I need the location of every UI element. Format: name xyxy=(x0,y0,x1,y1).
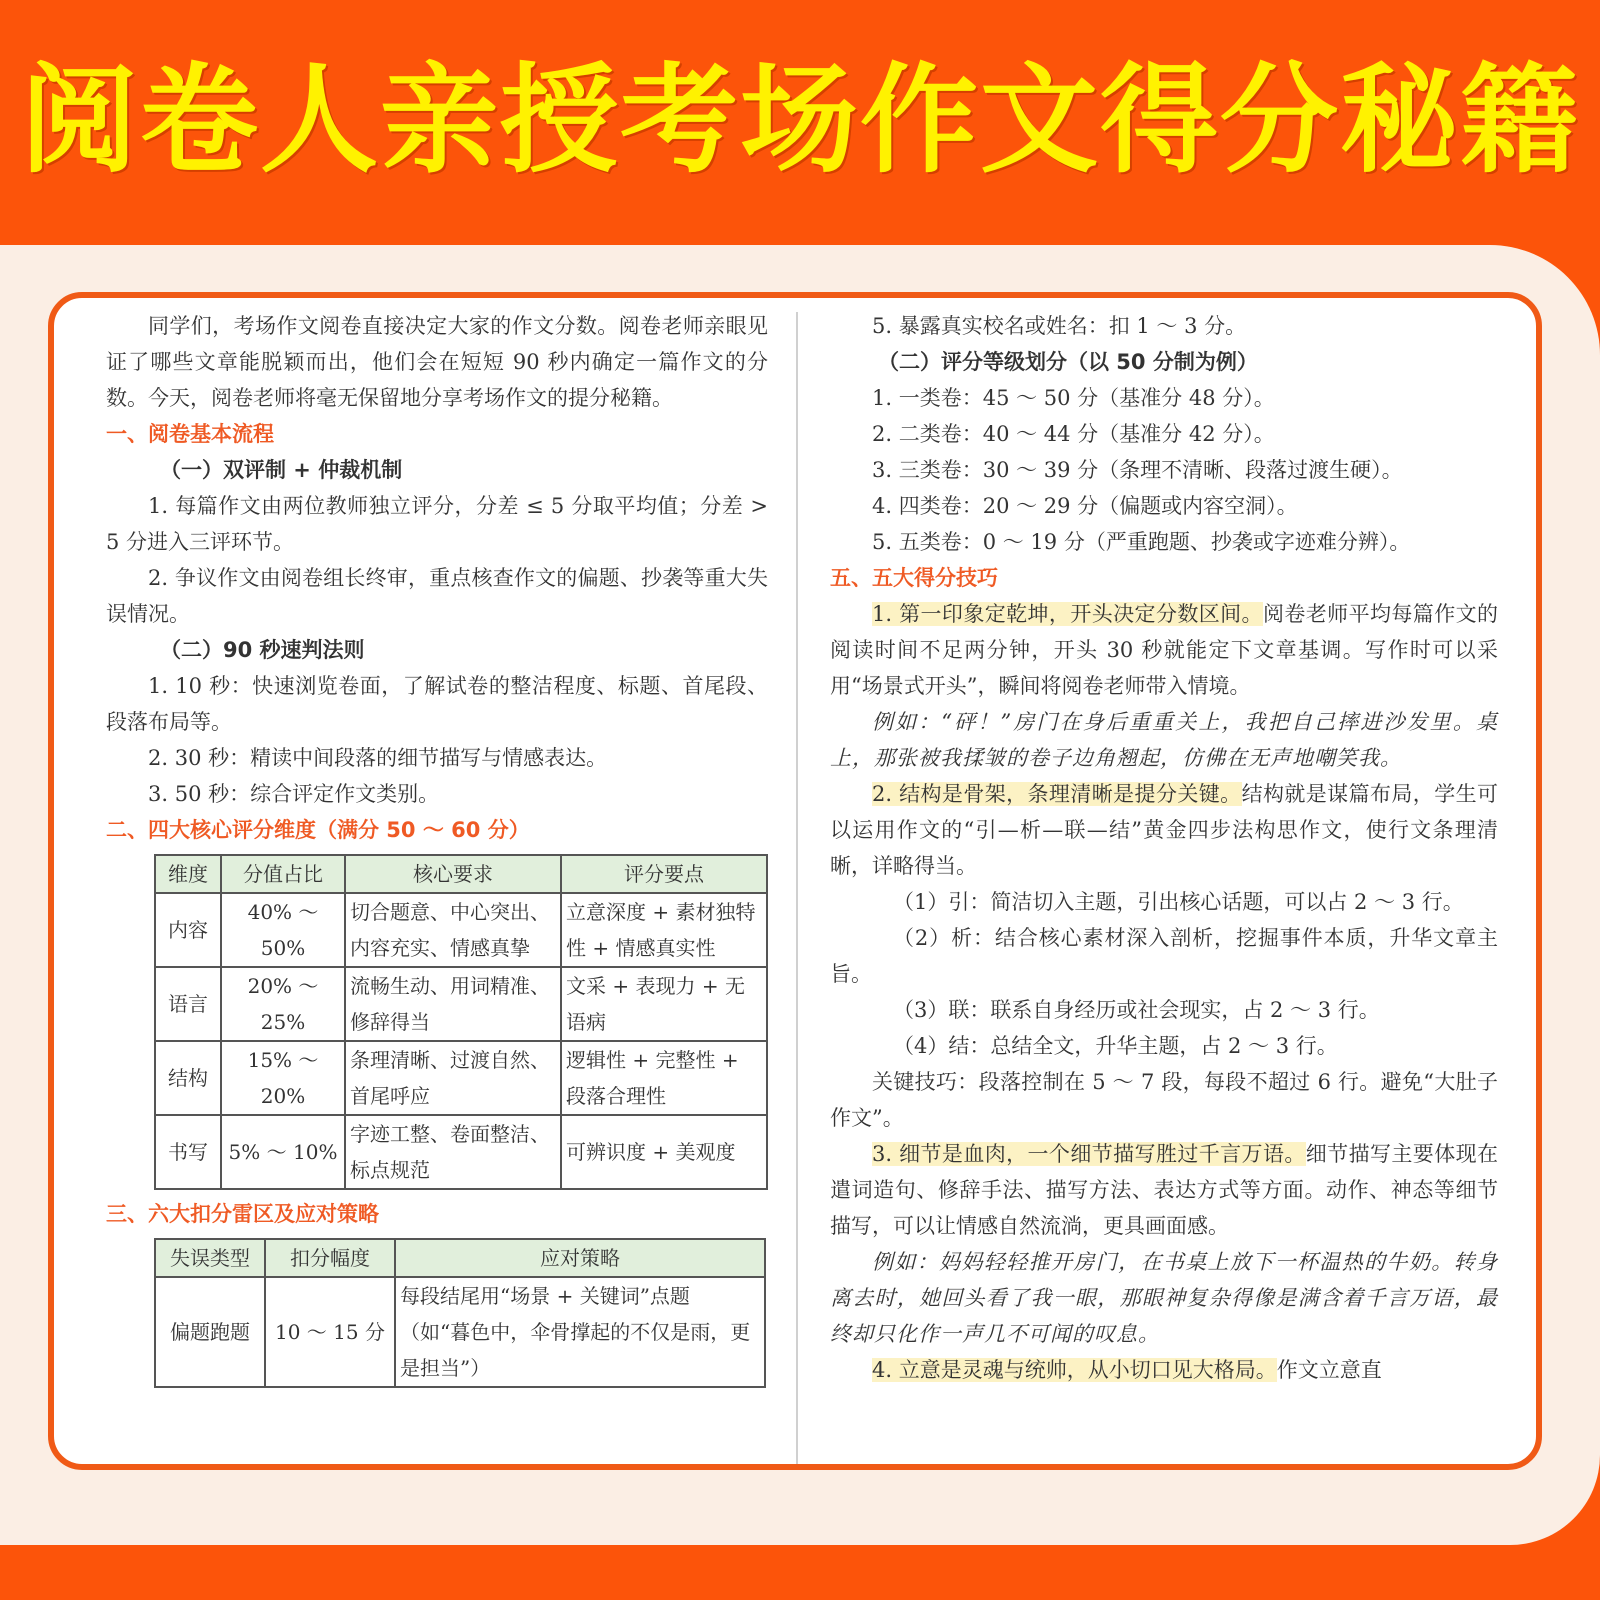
table-row xyxy=(155,1277,765,1387)
paragraph: 3. 50 秒：综合评定作文类别。 xyxy=(148,782,440,806)
grade-item: 5. 五类卷：0 ～ 19 分（严重跑题、抄袭或字迹难分辨）。 xyxy=(872,530,1411,554)
tip-highlight: 2. 结构是骨架，条理清晰是提分关键。 xyxy=(872,782,1242,806)
table-cell: 语言 xyxy=(155,967,221,1041)
table-row xyxy=(155,1115,767,1189)
table-cell: 每段结尾用“场景 + 关键词”点题（如“暮色中，伞骨撑起的不仅是雨，更是担当”） xyxy=(395,1277,765,1387)
title-banner xyxy=(0,0,1600,250)
tip-paragraph xyxy=(830,1136,1498,1244)
table-cell: 逻辑性 + 完整性 + 段落合理性 xyxy=(561,1041,767,1115)
table-cell: 偏题跑题 xyxy=(155,1277,265,1387)
tip-highlight: 4. 立意是灵魂与统帅，从小切口见大格局。 xyxy=(872,1358,1277,1382)
table-cell: 20% ～ 25% xyxy=(221,967,345,1041)
grade-item: 4. 四类卷：20 ～ 29 分（偏题或内容空洞）。 xyxy=(872,494,1298,518)
table-header: 分值占比 xyxy=(221,855,345,893)
grade-subheading: （二）评分等级划分（以 50 分制为例） xyxy=(878,350,1258,374)
section-3-heading: 三、六大扣分雷区及应对策略 xyxy=(106,1202,379,1226)
table-header-row xyxy=(155,855,767,893)
paragraph: 1. 每篇作文由两位教师独立评分，分差 ≤ 5 分取平均值；分差 > 5 分进入三评环节。 xyxy=(106,494,768,554)
grade-item: 1. 一类卷：45 ～ 50 分（基准分 48 分）。 xyxy=(872,386,1275,410)
step-item: （2）析：结合核心素材深入剖析，挖掘事件本质，升华文章主旨。 xyxy=(830,926,1498,986)
tip-body: 作文立意直 xyxy=(1276,1358,1382,1382)
table-cell: 立意深度 + 素材独特性 + 情感真实性 xyxy=(561,893,767,967)
example-paragraph: 例如：“砰！”房门在身后重重关上，我把自己摔进沙发里。桌上，那张被我揉皱的卷子边角翘起，仿佛在无声地嘲笑我。 xyxy=(830,710,1498,770)
section-1-sub1: （一）双评制 + 仲裁机制 xyxy=(160,458,403,482)
paragraph: 1. 10 秒：快速浏览卷面，了解试卷的整洁程度、标题、首尾段、段落布局等。 xyxy=(106,674,768,734)
grade-item: 2. 二类卷：40 ～ 44 分（基准分 42 分）。 xyxy=(872,422,1275,446)
tip-body: 阅卷老师平均每篇作文的阅读时间不足两分钟，开头 30 秒就能定下文章基调。写作时可以采用“场景式开头”，瞬间将阅卷老师带入情境。 xyxy=(830,602,1498,698)
table-cell: 结构 xyxy=(155,1041,221,1115)
step-item: （3）联：联系自身经历或社会现实，占 2 ～ 3 行。 xyxy=(893,998,1380,1022)
intro-paragraph: 同学们，考场作文阅卷直接决定大家的作文分数。阅卷老师亲眼见证了哪些文章能脱颖而出，他们会在短短 90 秒内确定一篇作文的分数。今天，阅卷老师将毫无保留地分享考场作文的提分秘籍。 xyxy=(106,314,768,410)
right-column xyxy=(830,308,1498,1388)
paragraph: 2. 30 秒：精读中间段落的细节描写与情感表达。 xyxy=(148,746,608,770)
left-column xyxy=(106,308,768,1394)
tip-body: 细节描写主要体现在遣词造句、修辞手法、描写方法、表达方式等方面。动作、神态等细节描写，可以让情感自然流淌，更具画面感。 xyxy=(830,1142,1499,1238)
column-divider xyxy=(796,312,798,1464)
grade-item: 3. 三类卷：30 ～ 39 分（条理不清晰、段落过渡生硬）。 xyxy=(872,458,1403,482)
deduction-table xyxy=(154,1238,766,1388)
table-cell: 内容 xyxy=(155,893,221,967)
table-cell: 书写 xyxy=(155,1115,221,1189)
section-2-heading: 二、四大核心评分维度（满分 50 ～ 60 分） xyxy=(106,818,530,842)
banner-title: 阅卷人亲授考场作文得分秘籍 xyxy=(19,51,1580,189)
key-tip: 关键技巧：段落控制在 5 ～ 7 段，每段不超过 6 行。避免“大肚子作文”。 xyxy=(830,1070,1498,1130)
table-header: 失误类型 xyxy=(155,1239,265,1277)
table-cell: 字迹工整、卷面整洁、标点规范 xyxy=(345,1115,561,1189)
section-5-heading: 五、五大得分技巧 xyxy=(830,566,998,590)
table-row xyxy=(155,1041,767,1115)
table-row xyxy=(155,893,767,967)
table-header: 维度 xyxy=(155,855,221,893)
step-item: （4）结：总结全文，升华主题，占 2 ～ 3 行。 xyxy=(893,1034,1338,1058)
table-cell: 流畅生动、用词精准、修辞得当 xyxy=(345,967,561,1041)
table-cell: 条理清晰、过渡自然、首尾呼应 xyxy=(345,1041,561,1115)
table-cell: 5% ～ 10% xyxy=(221,1115,345,1189)
table-cell: 15% ～ 20% xyxy=(221,1041,345,1115)
section-1-heading: 一、阅卷基本流程 xyxy=(106,422,274,446)
tip-highlight: 1. 第一印象定乾坤，开头决定分数区间。 xyxy=(872,602,1263,626)
table-row xyxy=(155,967,767,1041)
step-item: （1）引：简洁切入主题，引出核心话题，可以占 2 ～ 3 行。 xyxy=(893,890,1464,914)
tip-paragraph xyxy=(830,596,1498,704)
paragraph: 2. 争议作文由阅卷组长终审，重点核查作文的偏题、抄袭等重大失误情况。 xyxy=(106,566,768,626)
table-cell: 切合题意、中心突出、内容充实、情感真挚 xyxy=(345,893,561,967)
tip-paragraph xyxy=(830,776,1498,884)
table-cell: 10 ～ 15 分 xyxy=(265,1277,395,1387)
table-header: 核心要求 xyxy=(345,855,561,893)
example-paragraph: 例如：妈妈轻轻推开房门，在书桌上放下一杯温热的牛奶。转身离去时，她回头看了我一眼，那眼神复杂得像是满含着千言万语，最终却只化作一声几不可闻的叹息。 xyxy=(830,1250,1498,1346)
paragraph: 5. 暴露真实校名或姓名：扣 1 ～ 3 分。 xyxy=(872,314,1247,338)
table-header-row xyxy=(155,1239,765,1277)
table-header: 应对策略 xyxy=(395,1239,765,1277)
table-cell: 40% ～ 50% xyxy=(221,893,345,967)
table-cell: 可辨识度 + 美观度 xyxy=(561,1115,767,1189)
table-header: 评分要点 xyxy=(561,855,767,893)
table-cell: 文采 + 表现力 + 无语病 xyxy=(561,967,767,1041)
tip-paragraph xyxy=(830,1352,1498,1388)
tip-body: 结构就是谋篇布局，学生可以运用作文的“引—析—联—结”黄金四步法构思作文，使行文条理清晰，详略得当。 xyxy=(830,782,1498,878)
book-page xyxy=(48,292,1542,1470)
tip-highlight: 3. 细节是血肉，一个细节描写胜过千言万语。 xyxy=(872,1142,1306,1166)
scoring-dimensions-table xyxy=(154,854,768,1190)
table-header: 扣分幅度 xyxy=(265,1239,395,1277)
section-1-sub2: （二）90 秒速判法则 xyxy=(160,638,365,662)
